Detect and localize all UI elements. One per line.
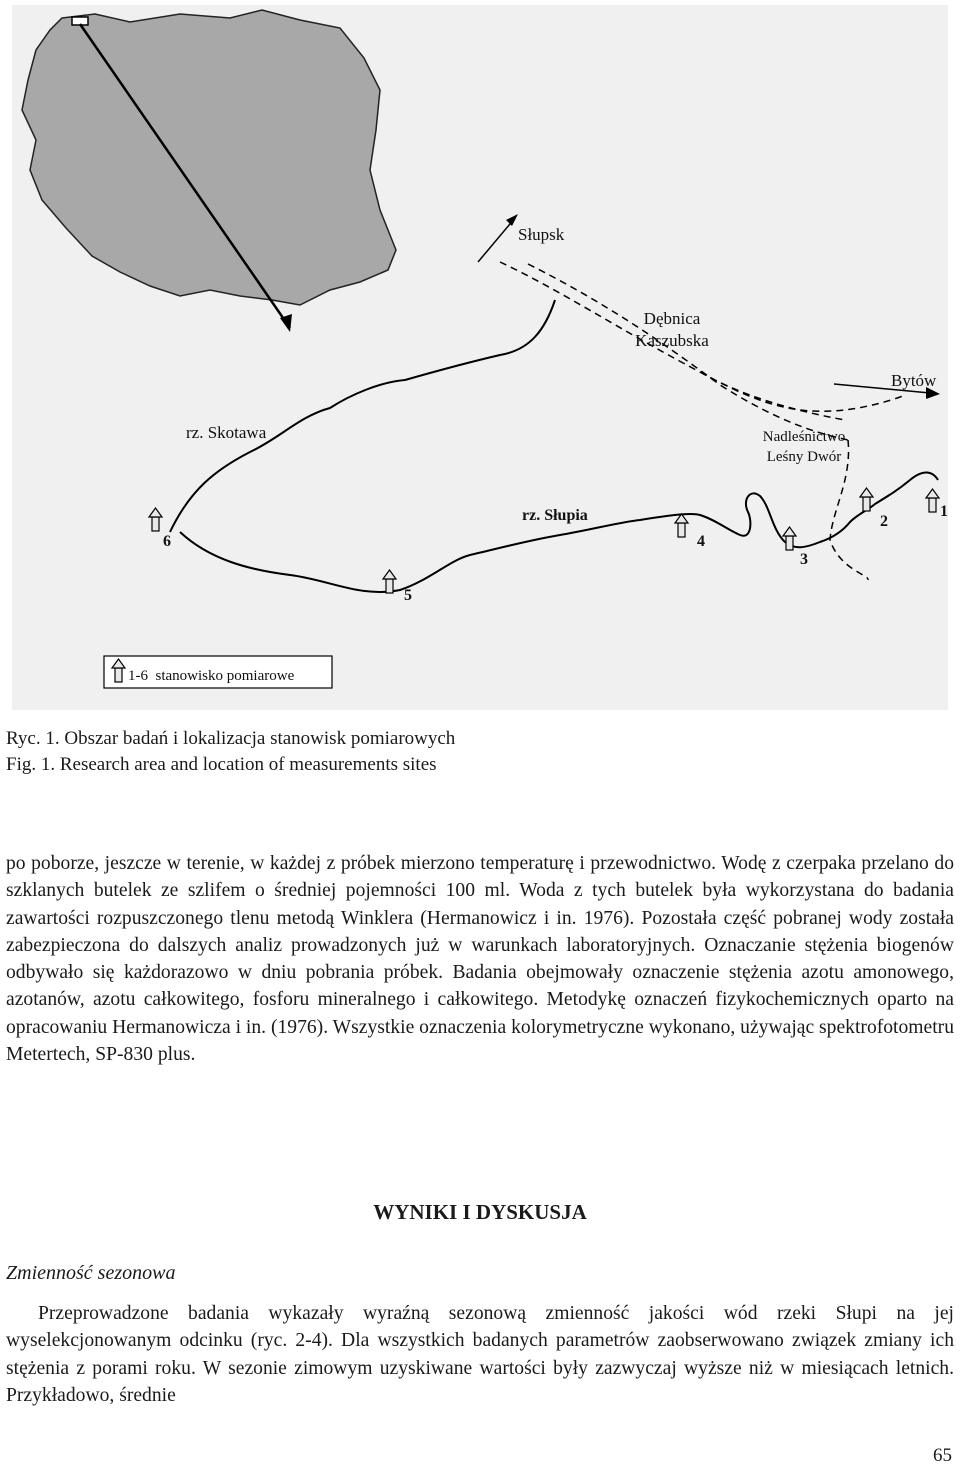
site-label-4: 4 (697, 533, 705, 550)
label-bytow: Bytów (891, 371, 937, 390)
site-label-3: 3 (800, 551, 808, 568)
site-label-5: 5 (404, 587, 412, 604)
site-label-1: 1 (940, 503, 948, 520)
legend-label: 1-6 stanowisko pomiarowe (128, 668, 295, 684)
site-label-6: 6 (163, 533, 171, 550)
label-skotawa-river: rz. Skotawa (186, 423, 267, 442)
figure-caption-pl: Ryc. 1. Obszar badań i lokalizacja stanowisk pomiarowych (6, 728, 456, 749)
site-label-2: 2 (880, 513, 888, 530)
figure-caption-en: Fig. 1. Research area and location of measurements sites (6, 754, 437, 775)
page-number: 65 (933, 1445, 952, 1466)
paragraph: Przeprowadzone badania wykazały wyraźną sezonową zmienność jakości wód rzeki Słupi na jej wyselekcjonowanym odcinku (ryc. 2-4). Dla wszystkich badanych parametrów zaobserwowano związek zmiany ich stężenia z porami roku. W sezonie zimowym uzyskiwane wartości były zazwyczaj wyższe niż w miesiącach letnich. Przykładowo, średnie (6, 1303, 954, 1406)
label-slupsk: Słupsk (518, 225, 565, 244)
label-nadlesnictwo: Nadleśnictwo (762, 429, 846, 445)
map-legend (104, 656, 332, 688)
label-debnica-kaszubska: Kaszubska (635, 331, 709, 350)
study-area-map (0, 0, 960, 720)
results-paragraph (6, 1300, 954, 1409)
paragraph: po poborze, jeszcze w terenie, w każdej z próbek mierzono temperaturę i przewodnictwo. Wodę z czerpaka przelano do szklanych butelek ze szlifem o średniej pojemności 100 ml. Woda z tych butelek była wykorzystana do badania zawartości rozpuszczonego tlenu metodą Winklera (Hermanowicz i in. 1976). Pozostała część pobranej wody została zabezpieczona do dalszych analiz prowadzonych już w warunkach laboratoryjnych. Oznaczanie stężenia biogenów odbywało się każdorazowo w dniu pobrania próbek. Badania obejmowały oznaczenie stężenia azotu amonowego, azotanów, azotu całkowitego, fosforu mineralnego i całkowitego. Metodykę oznaczeń fizykochemicznych oparto na opracowaniu Hermanowicza i in. (1976). Wszystkie oznaczenia kolorymetryczne wykonano, używając spektrofotometru Metertech, SP-830 plus. (6, 853, 954, 1066)
label-lesny-dwor: Leśny Dwór (766, 449, 842, 465)
label-debnica: Dębnica (643, 309, 701, 328)
label-slupia-river: rz. Słupia (522, 507, 588, 524)
subsection-heading: Zmienność sezonowa (6, 1262, 176, 1284)
study-area-marker (72, 17, 88, 25)
method-paragraph (6, 850, 954, 1068)
section-heading: WYNIKI I DYSKUSJA (373, 1200, 587, 1224)
